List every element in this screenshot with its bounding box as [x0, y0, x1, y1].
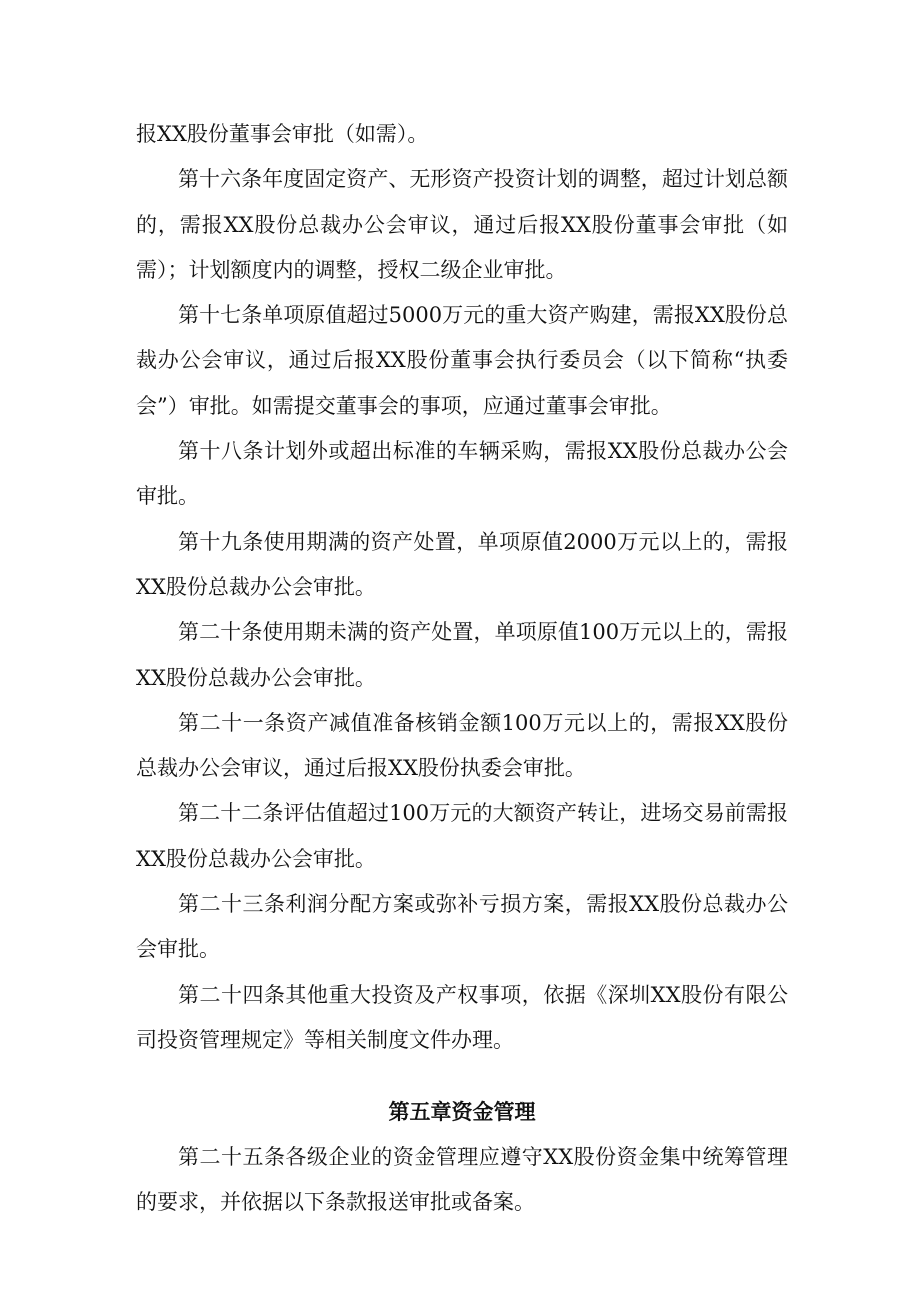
- document-page: [136, 112, 788, 1225]
- article-24: 第二十四条其他重大投资及产权事项，依据《深圳XX股份有限公司投资管理规定》等相关制度文件办理。: [136, 982, 788, 1052]
- article-17: 第十七条单项原值超过5000万元的重大资产购建，需报XX股份总裁办公会审议，通过后报XX股份董事会执行委员会（以下简称“执委会”）审批。如需提交董事会的事项，应通过董事会审批。: [136, 303, 788, 418]
- chapter-title: 第五章资金管理: [388, 1099, 536, 1125]
- article-19: 第十九条使用期满的资产处置，单项原值2000万元以上的，需报XX股份总裁办公会审批。: [136, 529, 788, 599]
- article-18: 第十八条计划外或超出标准的车辆采购，需报XX股份总裁办公会审批。: [136, 439, 788, 509]
- article-21: 第二十一条资产减值准备核销金额100万元以上的，需报XX股份总裁办公会审议，通过后报XX股份执委会审批。: [136, 710, 788, 781]
- paragraph-continued: 报XX股份董事会审批（如需）。: [136, 122, 429, 146]
- article-23: 第二十三条利润分配方案或弥补亏损方案，需报XX股份总裁办公会审批。: [136, 892, 788, 962]
- article-20: 第二十条使用期未满的资产处置，单项原值100万元以上的，需报XX股份总裁办公会审批。: [136, 620, 788, 690]
- article-16: 第十六条年度固定资产、无形资产投资计划的调整，超过计划总额的，需报XX股份总裁办公会审议，通过后报XX股份董事会审批（如需）；计划额度内的调整，授权二级企业审批。: [136, 167, 788, 282]
- article-25: 第二十五条各级企业的资金管理应遵守XX股份资金集中统筹管理的要求，并依据以下条款报送审批或备案。: [136, 1144, 788, 1214]
- article-22: 第二十二条评估值超过100万元的大额资产转让，进场交易前需报XX股份总裁办公会审批。: [136, 801, 788, 871]
